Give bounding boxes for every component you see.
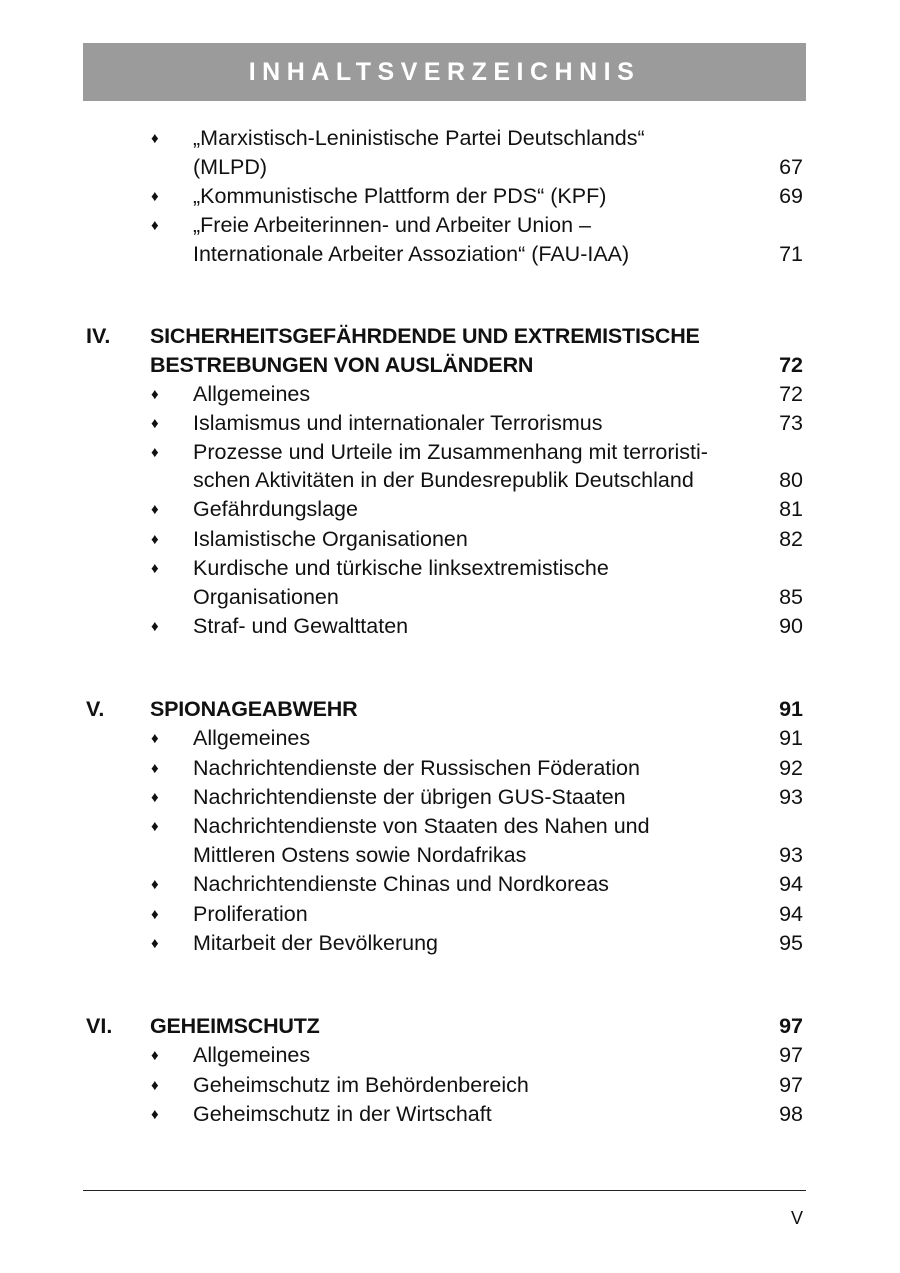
toc-section-vi[interactable]: [0, 1012, 900, 1041]
toc-entry-text: (MLPD): [193, 155, 268, 179]
page-number: 80: [779, 468, 803, 492]
toc-entry-fau-line2[interactable]: [0, 240, 900, 269]
toc-section-iv-line2[interactable]: [0, 351, 900, 380]
toc-entry[interactable]: [0, 754, 900, 783]
toc-entry-text: Allgemeines: [193, 382, 311, 406]
diamond-bullet-icon: ♦: [151, 1106, 159, 1123]
toc-entry-text: Geheimschutz in der Wirtschaft: [193, 1102, 492, 1126]
toc-entry-text: Nachrichtendienste Chinas und Nordkoreas: [193, 872, 609, 896]
page-number: 90: [779, 614, 803, 638]
section-page-number: 91: [779, 697, 803, 721]
footer-divider: [83, 1190, 806, 1191]
toc-entry-text: „Marxistisch-Leninistische Partei Deutschlands“: [193, 126, 645, 150]
diamond-bullet-icon: ♦: [151, 188, 159, 205]
diamond-bullet-icon: ♦: [151, 1077, 159, 1094]
toc-entry[interactable]: [0, 554, 900, 583]
toc-entry-text: Islamistische Organisationen: [193, 527, 468, 551]
toc-section-iv[interactable]: [0, 322, 900, 351]
page-folio: V: [790, 1208, 803, 1228]
toc-entry[interactable]: [0, 495, 900, 524]
page-number: 67: [779, 155, 803, 179]
toc-entry-text: Mitarbeit der Bevölkerung: [193, 931, 438, 955]
page-number: 69: [779, 184, 803, 208]
toc-entry-mlpd[interactable]: [0, 124, 900, 153]
page-number: 93: [779, 785, 803, 809]
diamond-bullet-icon: ♦: [151, 501, 159, 518]
toc-entry[interactable]: [0, 1041, 900, 1070]
toc-entry-text: Nachrichtendienste von Staaten des Nahen und: [193, 814, 650, 838]
section-number: VI.: [86, 1014, 113, 1038]
toc-entry-text: Internationale Arbeiter Assoziation“ (FAU-IAA): [193, 242, 630, 266]
toc-entry[interactable]: [0, 1071, 900, 1100]
toc-entry[interactable]: [0, 438, 900, 467]
toc-section-v[interactable]: [0, 695, 900, 724]
diamond-bullet-icon: ♦: [151, 415, 159, 432]
diamond-bullet-icon: ♦: [151, 906, 159, 923]
section-title: BESTREBUNGEN VON AUSLÄNDERN: [150, 353, 534, 377]
toc-entry[interactable]: [0, 409, 900, 438]
page-number: 82: [779, 527, 803, 551]
page-number: 94: [779, 902, 803, 926]
page-number: 97: [779, 1073, 803, 1097]
diamond-bullet-icon: ♦: [151, 730, 159, 747]
toc-entry-text: Prozesse und Urteile im Zusammenhang mit terroristi-: [193, 440, 708, 464]
page-number: 93: [779, 843, 803, 867]
diamond-bullet-icon: ♦: [151, 386, 159, 403]
toc-entry-text: „Kommunistische Plattform der PDS“ (KPF): [193, 184, 607, 208]
toc-entry-text: Allgemeines: [193, 726, 311, 750]
toc-entry[interactable]: [0, 783, 900, 812]
diamond-bullet-icon: ♦: [151, 618, 159, 635]
toc-entry-text: Proliferation: [193, 902, 308, 926]
toc-entry[interactable]: [0, 525, 900, 554]
toc-entry[interactable]: [0, 900, 900, 929]
section-page-number: 97: [779, 1014, 803, 1038]
section-number: V.: [86, 697, 105, 721]
page-number: 85: [779, 585, 803, 609]
toc-entry-line2[interactable]: [0, 583, 900, 612]
toc-entry-text: Organisationen: [193, 585, 339, 609]
toc-entry-fau[interactable]: [0, 211, 900, 240]
toc-entry-text: Mittleren Ostens sowie Nordafrikas: [193, 843, 527, 867]
toc-entry-line2[interactable]: [0, 841, 900, 870]
toc-entry-text: Islamismus und internationaler Terrorismus: [193, 411, 603, 435]
diamond-bullet-icon: ♦: [151, 560, 159, 577]
page-number: 72: [779, 382, 803, 406]
toc-entry-text: Nachrichtendienste der übrigen GUS-Staaten: [193, 785, 626, 809]
toc-entry[interactable]: [0, 380, 900, 409]
section-title: SICHERHEITSGEFÄHRDENDE UND EXTREMISTISCHE: [150, 324, 700, 348]
page-number: 94: [779, 872, 803, 896]
toc-entry[interactable]: [0, 724, 900, 753]
section-title: SPIONAGEABWEHR: [150, 697, 358, 721]
diamond-bullet-icon: ♦: [151, 130, 159, 147]
diamond-bullet-icon: ♦: [151, 217, 159, 234]
toc-entry[interactable]: [0, 812, 900, 841]
page-number: 92: [779, 756, 803, 780]
toc-entry-text: „Freie Arbeiterinnen- und Arbeiter Union –: [193, 213, 591, 237]
toc-entry-text: Allgemeines: [193, 1043, 311, 1067]
toc-entry-text: Straf- und Gewalttaten: [193, 614, 409, 638]
toc-entry[interactable]: [0, 870, 900, 899]
toc-entry[interactable]: [0, 612, 900, 641]
toc-entry-text: Nachrichtendienste der Russischen Föderation: [193, 756, 640, 780]
toc-entry-mlpd-line2[interactable]: [0, 153, 900, 182]
toc-entry-text: schen Aktivitäten in der Bundesrepublik Deutschland: [193, 468, 694, 492]
diamond-bullet-icon: ♦: [151, 531, 159, 548]
page-number: 71: [779, 242, 803, 266]
section-title: GEHEIMSCHUTZ: [150, 1014, 320, 1038]
diamond-bullet-icon: ♦: [151, 444, 159, 461]
diamond-bullet-icon: ♦: [151, 789, 159, 806]
toc-entry-text: Kurdische und türkische linksextremistische: [193, 556, 609, 580]
diamond-bullet-icon: ♦: [151, 1047, 159, 1064]
toc-entry[interactable]: [0, 1100, 900, 1129]
page-number: 97: [779, 1043, 803, 1067]
toc-header-bar: [83, 43, 806, 101]
page-number: 73: [779, 411, 803, 435]
toc-entry-line2[interactable]: [0, 466, 900, 495]
page-number: 91: [779, 726, 803, 750]
diamond-bullet-icon: ♦: [151, 760, 159, 777]
page-number: 98: [779, 1102, 803, 1126]
toc-entry-text: Geheimschutz im Behördenbereich: [193, 1073, 529, 1097]
page-number: 95: [779, 931, 803, 955]
diamond-bullet-icon: ♦: [151, 935, 159, 952]
toc-entry-kpf[interactable]: [0, 182, 900, 211]
toc-title: INHALTSVERZEICHNIS: [248, 57, 641, 86]
diamond-bullet-icon: ♦: [151, 876, 159, 893]
toc-entry-text: Gefährdungslage: [193, 497, 358, 521]
diamond-bullet-icon: ♦: [151, 818, 159, 835]
page-number: 81: [779, 497, 803, 521]
section-page-number: 72: [779, 353, 803, 377]
toc-entry[interactable]: [0, 929, 900, 958]
section-number: IV.: [86, 324, 111, 348]
